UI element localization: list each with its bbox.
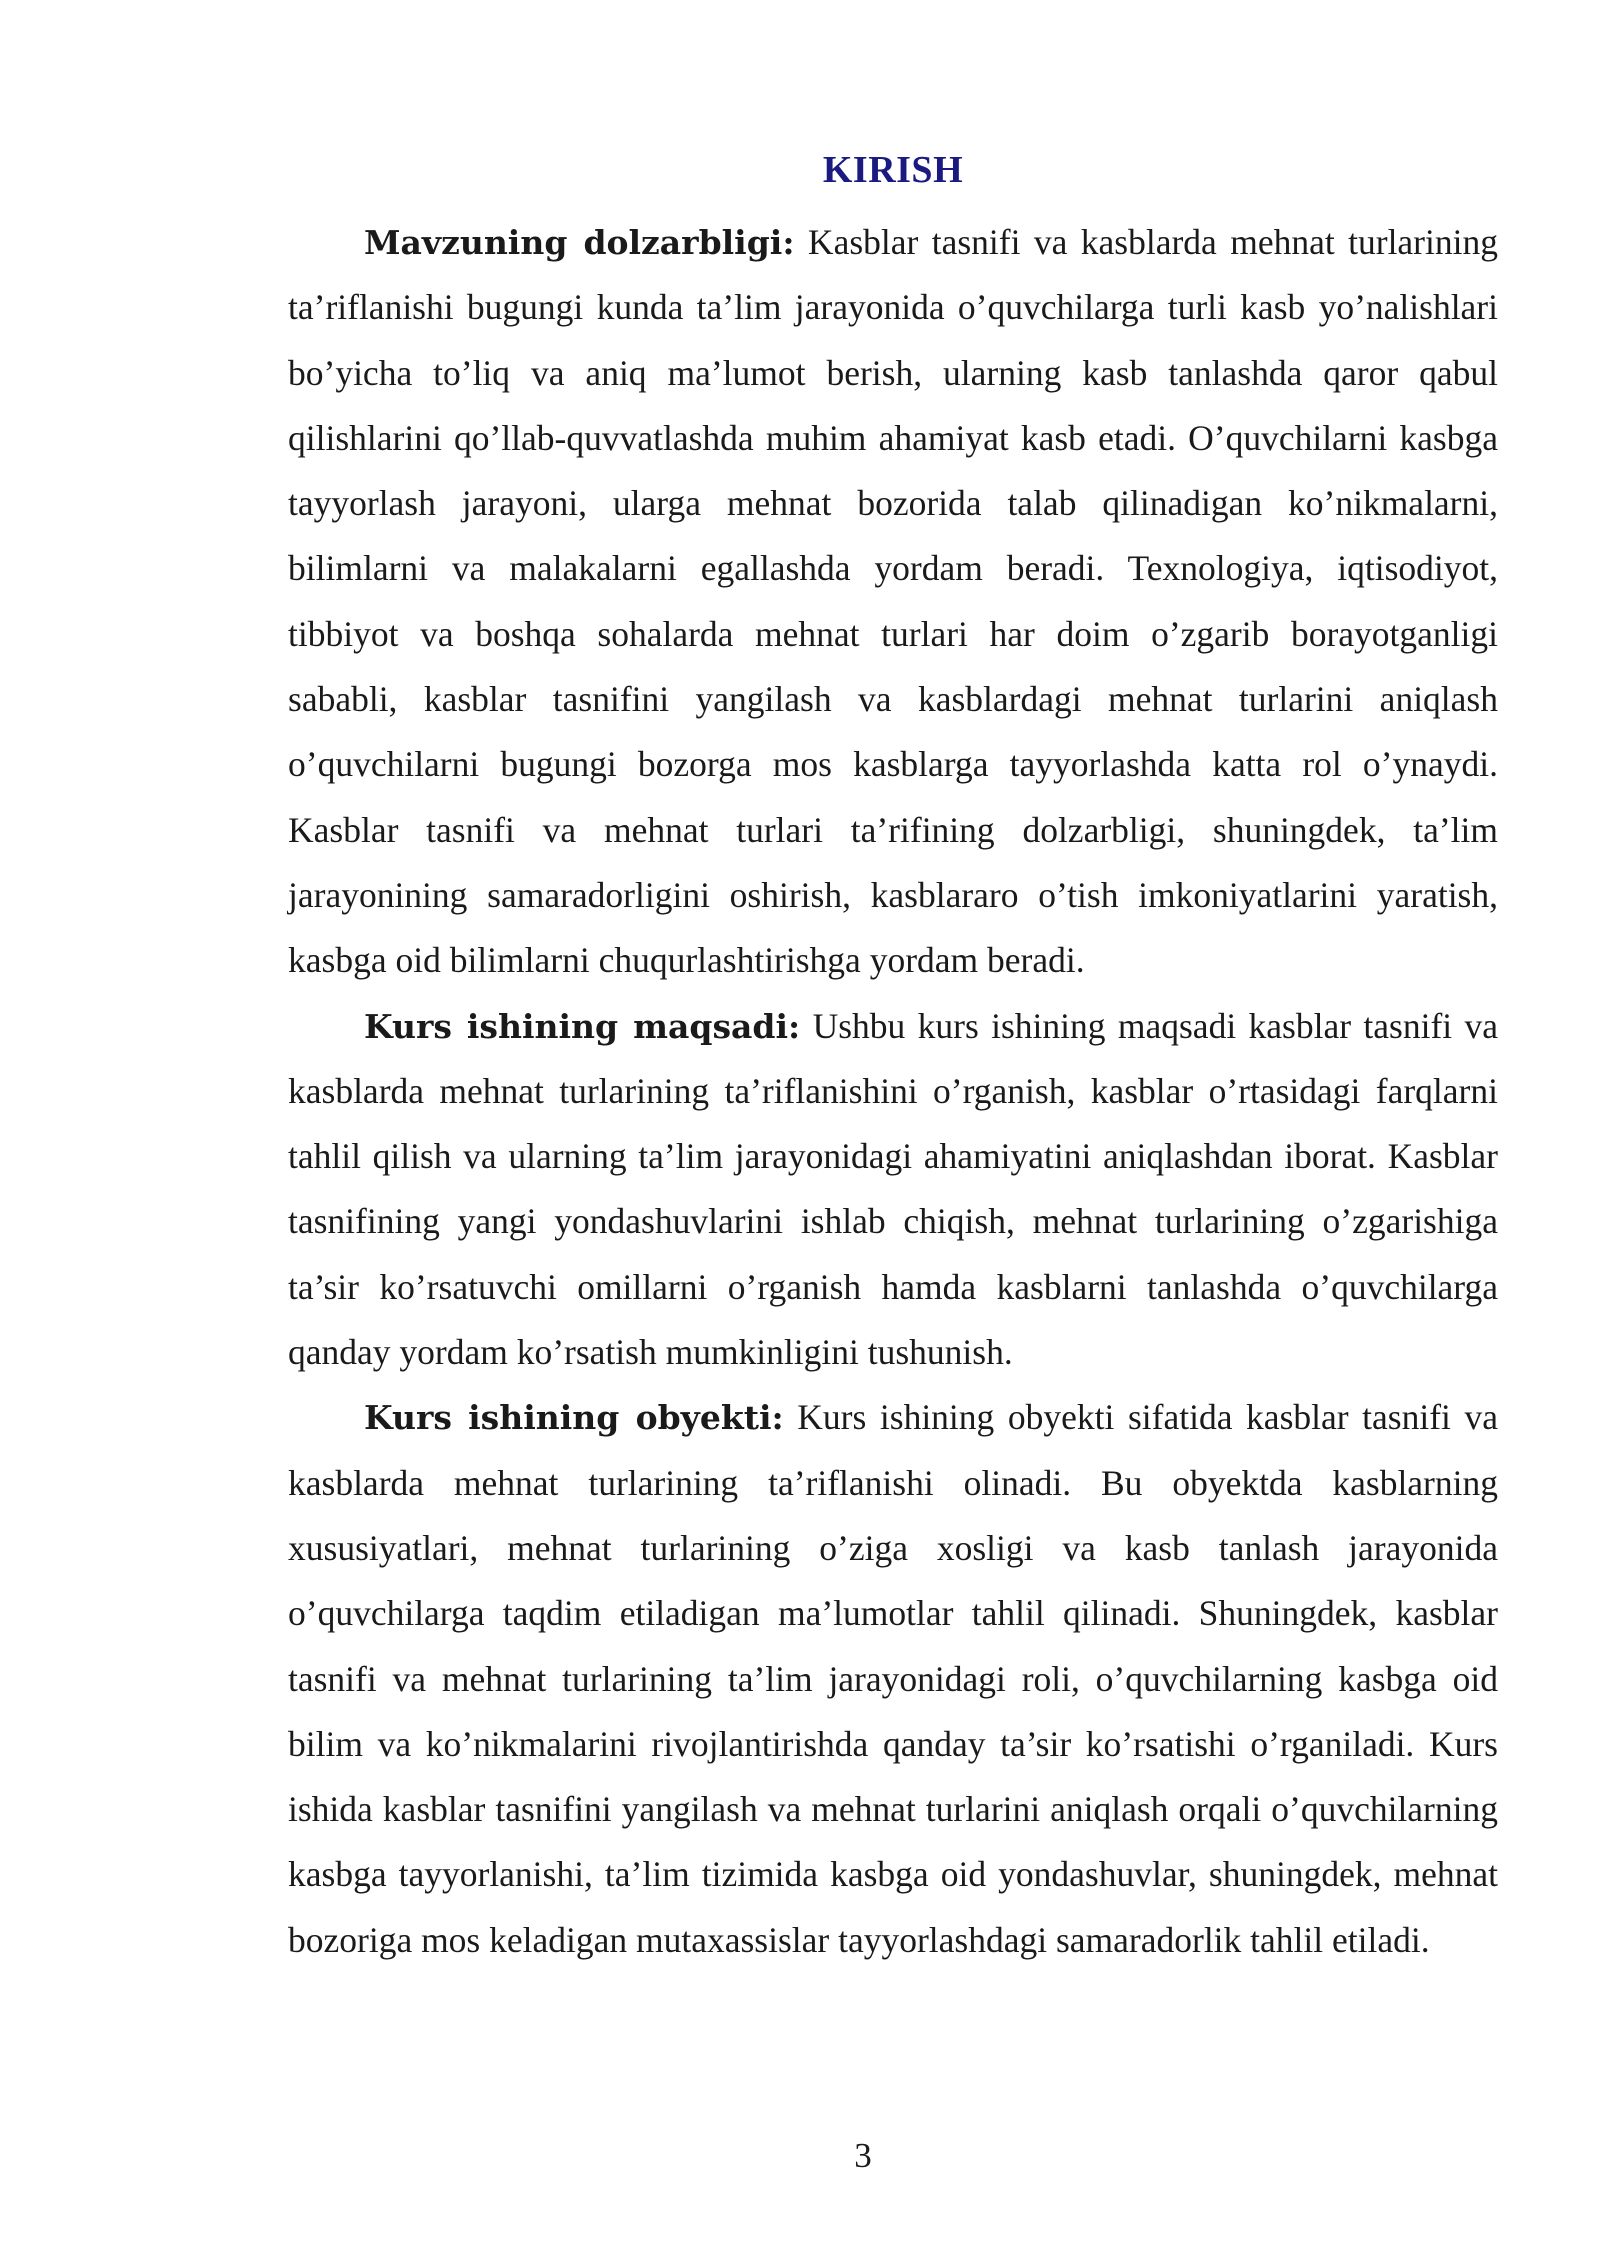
paragraph-text: Kurs ishining obyekti sifatida kasblar tasnifi va kasblarda mehnat turlarining ta’riflanishi olinadi. Bu obyektda kasblarning xususiyatlari, mehnat turlarining o’ziga xosligi va kasb tanlash jarayonida o’quvchilarga taqdim etiladigan ma’lumotlar tahlil qilinadi. Shuningdek, kasblar tasnifi va mehnat turlarining ta’lim jarayonidagi roli, o’quvchilarning kasbga oid bilim va ko’nikmalarini rivojlantirishda qanday ta’sir ko’rsatishi o’rganiladi. Kurs ishida kasblar tasnifini yangilash va mehnat turlarini aniqlash orqali o’quvchilarning kasbga tayyorlanishi, ta’lim tizimida kasbga oid yondashuvlar, shuningdek, mehnat bozoriga mos keladigan mutaxassislar tayyorlashdagi samaradorlik tahlil etiladi.	[288, 1397, 1499, 1960]
paragraph-relevance	[288, 210, 1498, 994]
section-heading-text: KIRISH	[822, 149, 964, 191]
paragraph-lead: Kurs ishining maqsadi:	[364, 1006, 801, 1046]
page-number: 3	[854, 2136, 872, 2175]
paragraph-text: Ushbu kurs ishining maqsadi kasblar tasnifi va kasblarda mehnat turlarining ta’riflanishini o’rganish, kasblar o’rtasidagi farqlarni tahlil qilish va ularning ta’lim jarayonidagi ahamiyatini aniqlashdan iborat. Kasblar tasnifining yangi yondashuvlarini ishlab chiqish, mehnat turlarining o’zgarishiga ta’sir ko’rsatuvchi omillarni o’rganish hamda kasblarni tanlashda o’quvchilarga qanday yordam ko’rsatish mumkinligini tushunish.	[288, 1005, 1498, 1373]
paragraph-goal	[288, 994, 1498, 1386]
paragraph-object	[288, 1385, 1498, 1973]
paragraph-text: Kasblar tasnifi va kasblarda mehnat turlarining ta’riflanishi bugungi kunda ta’lim jarayonida o’quvchilarga turli kasb yo’nalishlari bo’yicha to’liq va aniq ma’lumot berish, ularning kasb tanlashda qaror qabul qilishlarini qo’llab-quvvatlashda muhim ahamiyat kasb etadi. O’quvchilarni kasbga tayyorlash jarayoni, ularga mehnat bozorida talab qilinadigan ko’nikmalarni, bilimlarni va malakalarni egallashda yordam beradi. Texnologiya, iqtisodiyot, tibbiyot va boshqa sohalarda mehnat turlari har doim o’zgarib borayotganligi sababli, kasblar tasnifini yangilash va kasblardagi mehnat turlarini aniqlash o’quvchilarni bugungi bozorga mos kasblarga tayyorlashda katta rol o’ynaydi. Kasblar tasnifi va mehnat turlari ta’rifining dolzarbligi, shuningdek, ta’lim jarayonining samaradorligini oshirish, kasblararo o’tish imkoniyatlarini yaratish, kasbga oid bilimlarni chuqurlashtirishga yordam beradi.	[288, 222, 1498, 981]
paragraph-lead: Mavzuning dolzarbligi:	[364, 223, 795, 262]
section-heading	[288, 148, 1498, 192]
paragraph-lead: Kurs ishining obyekti:	[364, 1398, 784, 1438]
document-body	[288, 210, 1498, 1973]
